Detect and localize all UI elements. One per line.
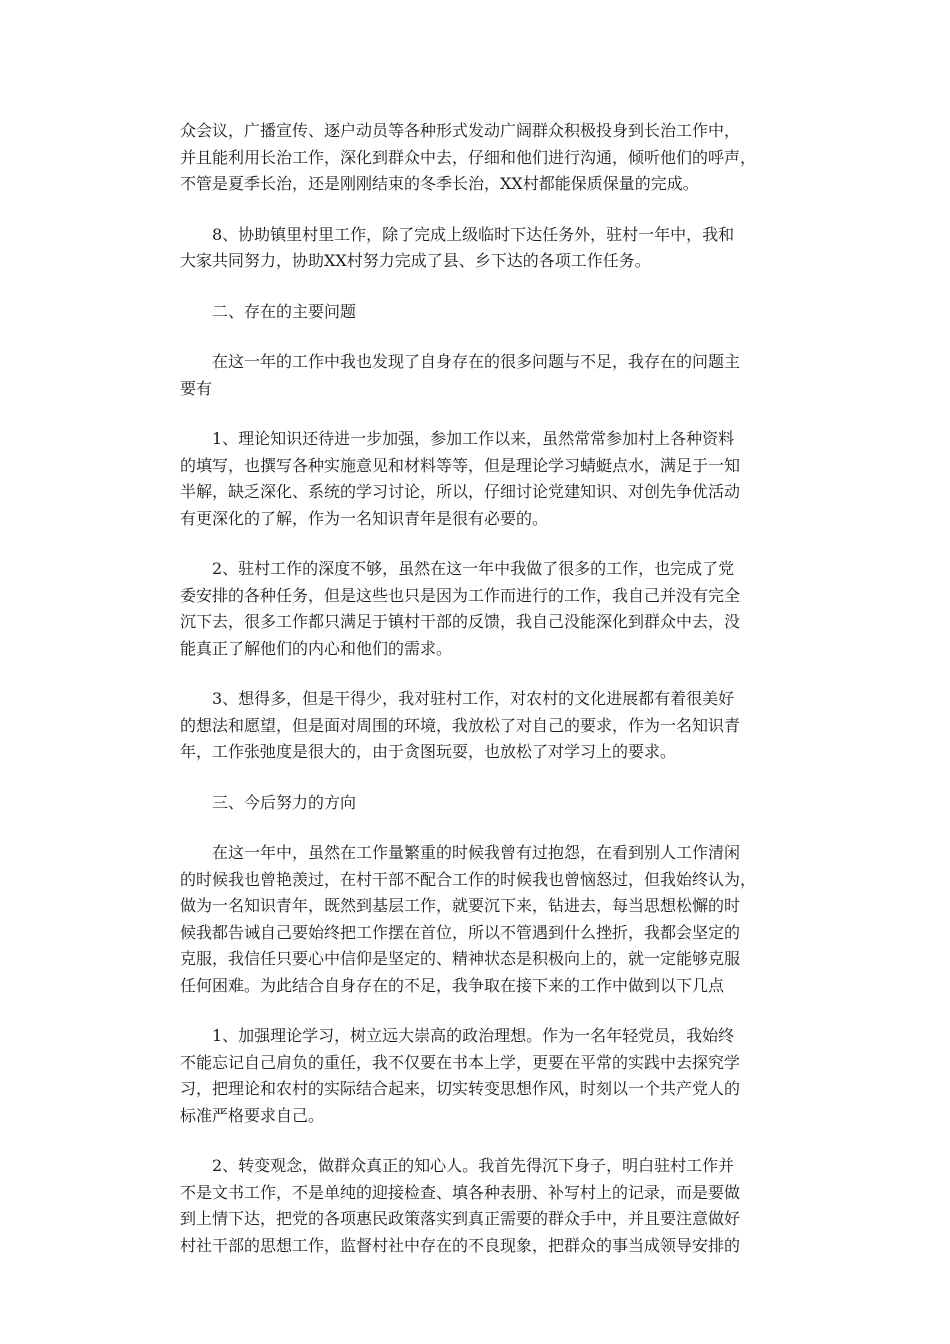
text-line: 在这一年中，虽然在工作量繁重的时候我曾有过抱怨，在看到别人工作清闲	[212, 843, 741, 862]
text-line: 的时候我也曾艳羡过，在村干部不配合工作的时候我也曾恼怒过，但我始终认为，	[180, 869, 757, 889]
text-line: 不能忘记自己肩负的重任，我不仅要在书本上学，更要在平常的实践中去探究学	[180, 1052, 741, 1072]
text-line: 2、驻村工作的深度不够，虽然在这一年中我做了很多的工作，也完成了党	[212, 559, 735, 578]
paragraph-item-8	[180, 222, 780, 275]
text-line: 不是文书工作，不是单纯的迎接检查、填各种表册、补写村上的记录，而是要做	[180, 1182, 741, 1202]
text-line: 3、想得多，但是干得少，我对驻村工作，对农村的文化进展都有着很美好	[212, 689, 735, 708]
paragraph-problem-1	[180, 426, 780, 532]
text-line: 有更深化的了解，作为一名知识青年是很有必要的。	[180, 508, 549, 528]
text-line: 众会议，广播宣传、逐户动员等各种形式发动广阔群众积极投身到长治工作中，	[180, 121, 741, 140]
text-line: 在这一年的工作中我也发现了自身存在的很多问题与不足，我存在的问题主	[212, 352, 741, 371]
text-line: 习，把理论和农村的实际结合起来，切实转变思想作风，时刻以一个共产党人的	[180, 1079, 741, 1098]
text-line: 做为一名知识青年，既然到基层工作，就要沉下来，钻进去，每当思想松懈的时	[180, 896, 741, 915]
paragraph-continuation	[180, 118, 780, 198]
text-line: 克服，我信任只要心中信仰是坚定的、精神状态是积极向上的，就一定能够克服	[180, 949, 741, 968]
text-line: 1、加强理论学习，树立远大崇高的政治理想。作为一名年轻党员，我始终	[212, 1026, 735, 1045]
text-line: 半解，缺乏深化、系统的学习讨论，所以，仔细讨论党建知识、对创先争优活动	[180, 482, 741, 501]
text-line: 不管是夏季长治，还是刚刚结束的冬季长治，XX村都能保质保量的完成。	[180, 174, 699, 193]
text-line: 8、协助镇里村里工作，除了完成上级临时下达任务外，驻村一年中，我和	[212, 224, 735, 244]
text-line: 标准严格要求自己。	[180, 1105, 325, 1125]
paragraph-direction-1	[180, 1023, 780, 1129]
paragraph-heading-3	[180, 790, 780, 817]
paragraph-direction-2	[180, 1153, 780, 1259]
text-line: 大家共同努力，协助XX村努力完成了县、乡下达的各项工作任务。	[180, 251, 651, 270]
text-line: 能真正了解他们的内心和他们的需求。	[180, 638, 453, 658]
paragraph-problems-intro	[180, 349, 780, 402]
text-line: 三、今后努力的方向	[212, 792, 357, 812]
text-line: 要有	[180, 378, 213, 398]
document-body	[180, 118, 780, 1283]
text-line: 候我都告诫自己要始终把工作摆在首位，所以不管遇到什么挫折，我都会坚定的	[180, 922, 741, 942]
text-line: 二、存在的主要问题	[212, 301, 357, 321]
text-line: 年，工作张弛度是很大的，由于贪图玩耍，也放松了对学习上的要求。	[180, 742, 677, 761]
text-line: 1、理论知识还待进一步加强，参加工作以来，虽然常常参加村上各种资料	[212, 429, 735, 448]
text-line: 任何困难。为此结合自身存在的不足，我争取在接下来的工作中做到以下几点	[180, 975, 725, 995]
text-line: 并且能利用长治工作，深化到群众中去，仔细和他们进行沟通，倾听他们的呼声，	[180, 147, 757, 167]
text-line: 2、转变观念，做群众真正的知心人。我首先得沉下身子，明白驻村工作并	[212, 1156, 735, 1175]
text-line: 沉下去，很多工作都只满足于镇村干部的反馈，我自己没能深化到群众中去，没	[180, 612, 741, 631]
paragraph-direction-intro	[180, 840, 780, 999]
text-line: 的填写，也撰写各种实施意见和材料等等，但是理论学习蜻蜓点水，满足于一知	[180, 455, 741, 475]
text-line: 的想法和愿望，但是面对周围的环境，我放松了对自己的要求，作为一名知识青	[180, 715, 741, 735]
paragraph-heading-2	[180, 299, 780, 326]
paragraph-problem-2	[180, 556, 780, 662]
text-line: 村社干部的思想工作，监督村社中存在的不良现象，把群众的事当成领导安排的	[180, 1235, 741, 1255]
paragraph-problem-3	[180, 686, 780, 766]
text-line: 到上情下达，把党的各项惠民政策落实到真正需要的群众手中，并且要注意做好	[180, 1209, 741, 1228]
text-line: 委安排的各种任务，但是这些也只是因为工作而进行的工作，我自己并没有完全	[180, 585, 741, 605]
